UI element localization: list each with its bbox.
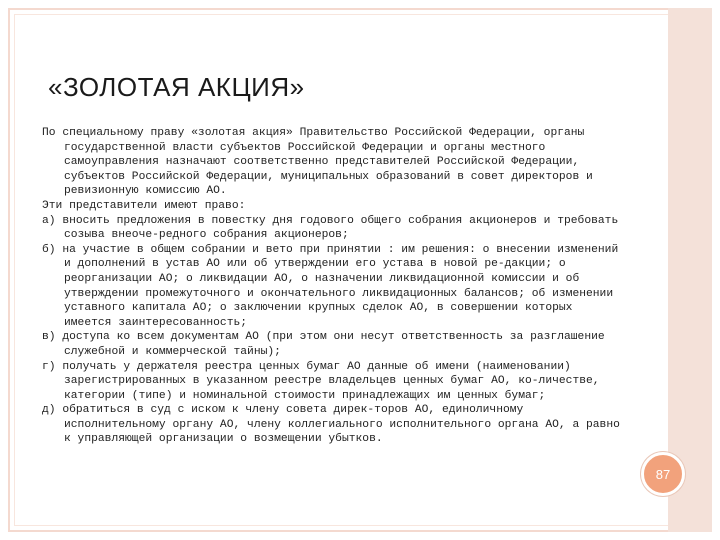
paragraph-item-a: а) вносить предложения в повестку дня годового общего собрания акционеров и требовать созыва внеоче-редного собрания акционеров;	[42, 214, 619, 242]
paragraph-item-g: г) получать у держателя реестра ценных бумаг АО данные об имени (наименовании) зарегистрированных в указанном реестре владельцев ценных бумаг АО, ко-личестве, категории (типе) и номинальной стоимости принадлежащих им ценных бумаг;	[42, 360, 600, 402]
page-number-badge: 87	[641, 452, 685, 496]
right-decorative-band	[668, 8, 712, 532]
paragraph-rights-heading: Эти представители имеют право:	[42, 199, 246, 212]
paragraph-item-v: в) доступа ко всем документам АО (при этом они несут ответственность за разглашение служебной и коммерческой тайны);	[42, 331, 605, 358]
paragraph-item-b: б) на участие в общем собрании и вето при принятии : им решения: о внесении изменений и дополнений в устав АО или об утверждении его устава в новой ре-дакции; о реорганизации АО; о ликвидации АО, о назначении ликвидационной комиссии и об утверждении промежуточного и окончательного ликвидационных балансов; об изменении уставного капитала АО; о заключении крупных сделок АО, в совершении которых имеется заинтересованность;	[42, 243, 619, 329]
paragraph-intro: По специальному праву «золотая акция» Правительство Российской Федерации, органы государственной власти субъектов Российской Федерации и органы местного самоуправления назначают соответственно представителей Российской Федерации, субъектов Российской Федерации, муниципальных образований в совет директоров и ревизионную комиссию АО.	[42, 127, 593, 198]
slide-body-text	[42, 126, 620, 447]
slide-title: «ЗОЛОТАЯ АКЦИЯ»	[48, 72, 305, 102]
paragraph-item-d: д) обратиться в суд с иском к члену совета дирек-торов АО, единоличному исполнительному органу АО, члену коллегиального исполнительного органа АО, а равно к управляющей организации о возмещении убытков.	[42, 404, 620, 446]
